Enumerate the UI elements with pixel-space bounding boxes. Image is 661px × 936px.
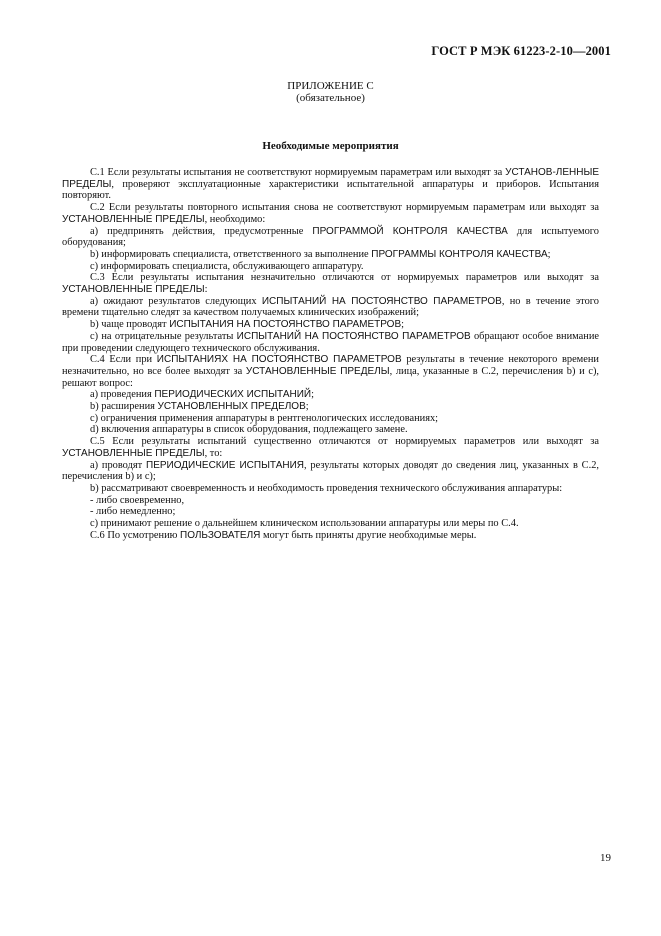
defined-term: ПРОГРАММОЙ КОНТРОЛЯ КАЧЕСТВА xyxy=(312,225,508,237)
paragraph-text: С.2 Если результаты повторного испытания снова не соответствуют нормируемым параметрам или выходят за xyxy=(90,202,599,214)
defined-term: ПРОГРАММЫ КОНТРОЛЯ КАЧЕСТВА xyxy=(371,248,548,260)
paragraph-c5 xyxy=(62,436,599,459)
defined-term: ИСПЫТАНИЯ НА ПОСТОЯНСТВО ПАРАМЕТРОВ xyxy=(169,319,402,331)
paragraph-c5b2 xyxy=(62,506,599,518)
paragraph-text: b) информировать специалиста, ответственного за выполнение xyxy=(90,248,372,260)
paragraph-c6 xyxy=(62,530,599,542)
paragraph-text: а) проведения xyxy=(90,389,155,401)
defined-term: ПОЛЬЗОВАТЕЛЯ xyxy=(180,529,261,541)
paragraph-text: , лица, указанные в С.2, перечисления b) и с), решают вопрос: xyxy=(62,365,600,389)
paragraph-c4c xyxy=(62,413,599,425)
paragraph-text: а) ожидают результатов следующих xyxy=(90,295,262,307)
paragraph-c3c xyxy=(62,331,599,354)
paragraph-c2b xyxy=(62,249,599,261)
paragraph-text: С.4 Если при xyxy=(90,354,157,366)
defined-term: УСТАНОВЛЕННЫЕ ПРЕДЕЛЫ xyxy=(62,213,205,225)
page-number: 19 xyxy=(600,852,611,864)
paragraph-text: b) рассматривают своевременность и необходимость проведения технического обслуживания аппаратуры: xyxy=(90,482,563,494)
paragraph-text: d) включения аппаратуры в список оборудования, подлежащего замене. xyxy=(90,424,408,436)
defined-term: УСТАНОВЛЕННЫЕ ПРЕДЕЛЫ xyxy=(62,284,205,296)
paragraph-c2 xyxy=(62,202,599,225)
paragraph-c2a xyxy=(62,226,599,249)
paragraph-text: - либо немедленно; xyxy=(90,506,176,518)
defined-term: ПЕРИОДИЧЕСКИХ ИСПЫТАНИЙ xyxy=(154,389,312,401)
paragraph-text: : xyxy=(204,284,208,296)
paragraph-text: с) на отрицательные результаты xyxy=(90,330,237,342)
paragraph-c5b xyxy=(62,483,599,495)
defined-term: ИСПЫТАНИЯХ НА ПОСТОЯНСТВО ПАРАМЕТРОВ xyxy=(156,354,402,366)
paragraph-text: ; xyxy=(547,248,551,260)
paragraph-text: результаты в течение некоторого времени незначительно, но все более выходят за xyxy=(62,354,599,377)
paragraph-c1 xyxy=(62,167,599,202)
paragraph-text: ; xyxy=(311,389,314,401)
paragraph-text: с) принимают решение о дальнейшем клиническом использовании аппаратуры или меры по С.4. xyxy=(90,518,519,530)
appendix-title: ПРИЛОЖЕНИЕ С xyxy=(287,80,374,92)
paragraph-text: b) расширения xyxy=(90,401,158,413)
paragraph-text: а) проводят xyxy=(90,459,146,471)
paragraph-c3 xyxy=(62,272,599,295)
paragraph-text: , результаты которых доводят до сведения лиц, указанных в С.2, перечисления b) и с); xyxy=(62,459,599,483)
paragraph-text: , необходимо: xyxy=(204,213,266,225)
defined-term: ИСПЫТАНИЙ НА ПОСТОЯНСТВО ПАРАМЕТРОВ xyxy=(236,330,471,342)
paragraph-text: , то: xyxy=(204,447,223,459)
paragraph-c3a xyxy=(62,296,599,319)
paragraph-c4b xyxy=(62,401,599,413)
paragraph-text: ; xyxy=(305,401,309,413)
paragraph-text: С.5 Если результаты испытаний существенно отличаются от нормируемых параметров или выходят за xyxy=(90,436,599,448)
paragraph-c4d xyxy=(62,424,599,436)
body-text xyxy=(62,167,599,542)
defined-term: УСТАНОВ-ЛЕННЫЕ ПРЕДЕЛЫ xyxy=(62,167,599,190)
paragraph-text: а) предпринять действия, предусмотренные xyxy=(90,225,313,237)
appendix-subtitle: (обязательное) xyxy=(296,92,365,104)
paragraph-text: ; xyxy=(401,319,405,331)
paragraph-text: с) информировать специалиста, обслуживающего аппаратуру. xyxy=(90,260,364,272)
paragraph-text: b) чаще проводят xyxy=(90,319,170,331)
paragraph-c2c xyxy=(62,261,599,273)
section-heading: Необходимые мероприятия xyxy=(262,140,399,152)
paragraph-text: обращают особое внимание при проведении следующего технического обслуживания. xyxy=(62,330,599,354)
defined-term: УСТАНОВЛЕННЫЕ ПРЕДЕЛЫ xyxy=(245,365,390,377)
paragraph-text: С.1 Если результаты испытания не соответствуют нормируемым параметрам или выходят за xyxy=(90,167,506,178)
paragraph-c4a xyxy=(62,389,599,401)
paragraph-c5b1 xyxy=(62,495,599,507)
defined-term: УСТАНОВЛЕННЫХ ПРЕДЕЛОВ xyxy=(157,401,306,413)
appendix-block xyxy=(0,80,661,104)
paragraph-c5a xyxy=(62,460,599,483)
paragraph-text: , проверяют эксплуатационные характеристики испытательной аппаратуры и приборов. Испытания повторяют. xyxy=(62,178,599,202)
defined-term: ПЕРИОДИЧЕСКИЕ ИСПЫТАНИЯ xyxy=(146,459,304,471)
paragraph-c4 xyxy=(62,354,599,389)
paragraph-text: , но в течение этого времени тщательно следят за качеством получаемых клинических изображений; xyxy=(62,295,599,319)
document-code-header: ГОСТ Р МЭК 61223-2-10—2001 xyxy=(431,44,611,58)
paragraph-text: с) ограничения применения аппаратуры в рентгенологических исследованиях; xyxy=(90,412,439,424)
defined-term: ИСПЫТАНИЙ НА ПОСТОЯНСТВО ПАРАМЕТРОВ xyxy=(261,295,502,307)
defined-term: УСТАНОВЛЕННЫЕ ПРЕДЕЛЫ xyxy=(62,447,205,459)
paragraph-text: С.6 По усмотрению xyxy=(90,529,181,541)
paragraph-text: - либо своевременно, xyxy=(90,494,185,506)
paragraph-text: С.3 Если результаты испытания незначительно отличаются от нормируемых параметров или выходят за xyxy=(90,272,599,284)
paragraph-text: для испытуемого оборудования; xyxy=(62,225,599,249)
paragraph-text: могут быть приняты другие необходимые меры. xyxy=(260,529,477,541)
paragraph-c5c xyxy=(62,518,599,530)
paragraph-c3b xyxy=(62,319,599,331)
